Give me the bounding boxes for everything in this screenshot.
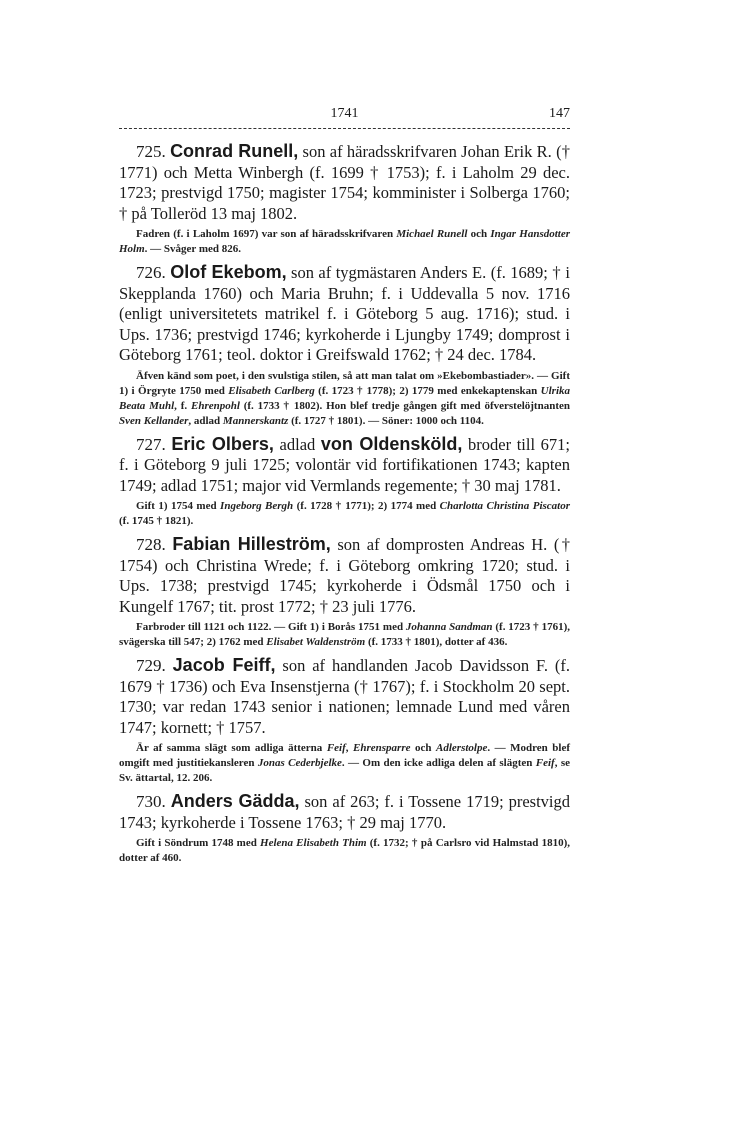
entry-730 (119, 791, 570, 866)
entry-number: 729. (136, 656, 166, 675)
entry-name: Olof Ekebom, (170, 262, 287, 282)
entry-729 (119, 655, 570, 786)
entry-main-text (119, 141, 570, 224)
entry-body-mid: adlad (273, 434, 321, 454)
entry-727 (119, 434, 570, 530)
entry-726 (119, 262, 570, 429)
entry-body: son af handlanden Jacob Davidsson F. (f. 1679 † 1736) och Eva Insenstjerna († 1767); f. i Stockholm 20 sept. 1730; var redan 1743 senior i nationen; lemnade Lund med våren 1747; kornett; † 1757. (119, 656, 570, 737)
entry-body: son af häradsskrifvaren Johan Erik R. († 1771) och Metta Winbergh (f. 1699 † 1753); f. i Laholm 29 dec. 1723; prestvigd 1750; magister 1754; komminister i Solberga 1760; † på Tolleröd 13 maj 1802. (119, 142, 571, 223)
entry-body: son af tygmästaren Anders E. (f. 1689; † i Skepplanda 1760) och Maria Bruhn; f. i Uddevalla 5 nov. 1716 (enligt universitetets matrikel f. i Göteborg 5 aug. 1716); stud. i Ups. 1736; prestvigd 1746; kyrkoherde i Ljungby 1749; domprost i Göteborg 1761; teol. doktor i Greifswald 1762; † 24 dec. 1784. (119, 263, 570, 364)
entry-main-text (119, 791, 570, 833)
running-head (119, 106, 570, 126)
entry-note: Farbroder till 1121 och 1122. — Gift 1) i Borås 1751 med Johanna Sandman (f. 1723 † 1761), svägerska till 547; 2) 1762 med Elisabet Waldenström (f. 1733 † 1801), dotter af 436. (119, 621, 570, 648)
entry-number: 727. (136, 434, 166, 454)
entry-728 (119, 534, 570, 650)
entry-number: 730. (136, 792, 166, 811)
entry-number: 726. (136, 263, 166, 282)
entry-note: Fadren (f. i Laholm 1697) var son af häradsskrifvaren Michael Runell och Ingar Hansdotter Holm. — Svåger med 826. (119, 228, 571, 255)
entry-name: Eric Olbers, (171, 433, 274, 454)
entry-main-text (119, 434, 570, 497)
entry-body: son af domprosten Andreas H. († 1754) och Christina Wrede; f. i Göteborg omkring 1720; stud. i Ups. 1738; prestvigd 1745; kyrkoherde i Ödsmål 1750 och i Kungelf 1767; tit. prost 1772; † 23 juli 1776. (119, 535, 570, 616)
entry-name: Anders Gädda, (170, 791, 300, 811)
entry-note: Gift 1) 1754 med Ingeborg Bergh (f. 1728 † 1771); 2) 1774 med Charlotta Christina Piscator (f. 1745 † 1821). (119, 500, 571, 527)
header-rule (119, 128, 570, 129)
entry-body: son af 263; f. i Tossene 1719; prestvigd 1743; kyrkoherde i Tossene 1763; † 29 maj 1770. (119, 792, 571, 832)
entry-number: 725. (136, 142, 166, 161)
running-head-year: 1741 (330, 106, 359, 121)
entries-list (119, 141, 570, 871)
entry-725 (119, 141, 570, 257)
entry-noble-name: von Oldensköld, (320, 433, 463, 454)
entry-note: Gift i Söndrum 1748 med Helena Elisabeth Thim (f. 1732; † på Carlsro vid Halmstad 1810), dotter af 460. (119, 837, 570, 864)
entry-name: Conrad Runell, (170, 141, 299, 161)
entry-body: broder till 671; f. i Göteborg 9 juli 1725; volontär vid fortifikationen 1743; kapten 1749; adlad 1751; major vid Vermlands regemente; † 30 maj 1781. (119, 434, 570, 495)
entry-note: Äfven känd som poet, i den svulstiga stilen, så att man talat om »Ekebombastiader». — Gift 1) i Örgryte 1750 med Elisabeth Carlberg (f. 1723 † 1778); 2) 1779 med enkekaptenskan Ulrika Beata Muhl, f. Ehrenpohl (f. 1733 † 1802). Hon blef tredje gången gift med öfverstelöjtnanten Sven Kellander, adlad Mannerskantz (f. 1727 † 1801). — Söner: 1000 och 1104. (119, 369, 571, 427)
entry-number: 728. (136, 535, 166, 554)
entry-name: Fabian Hilleström, (172, 534, 331, 554)
entry-name: Jacob Feiff, (172, 655, 276, 675)
entry-main-text (119, 534, 570, 617)
entry-main-text (119, 655, 570, 738)
entry-main-text (119, 262, 570, 366)
page-number: 147 (549, 106, 570, 121)
entry-note: Är af samma slägt som adliga ätterna Feif, Ehrensparre och Adlerstolpe. — Modren blef omgift med justitiekansleren Jonas Cederbjelke. — Om den icke adliga delen af slägten Feif, se Sv. ättartal, 12. 206. (119, 742, 571, 784)
